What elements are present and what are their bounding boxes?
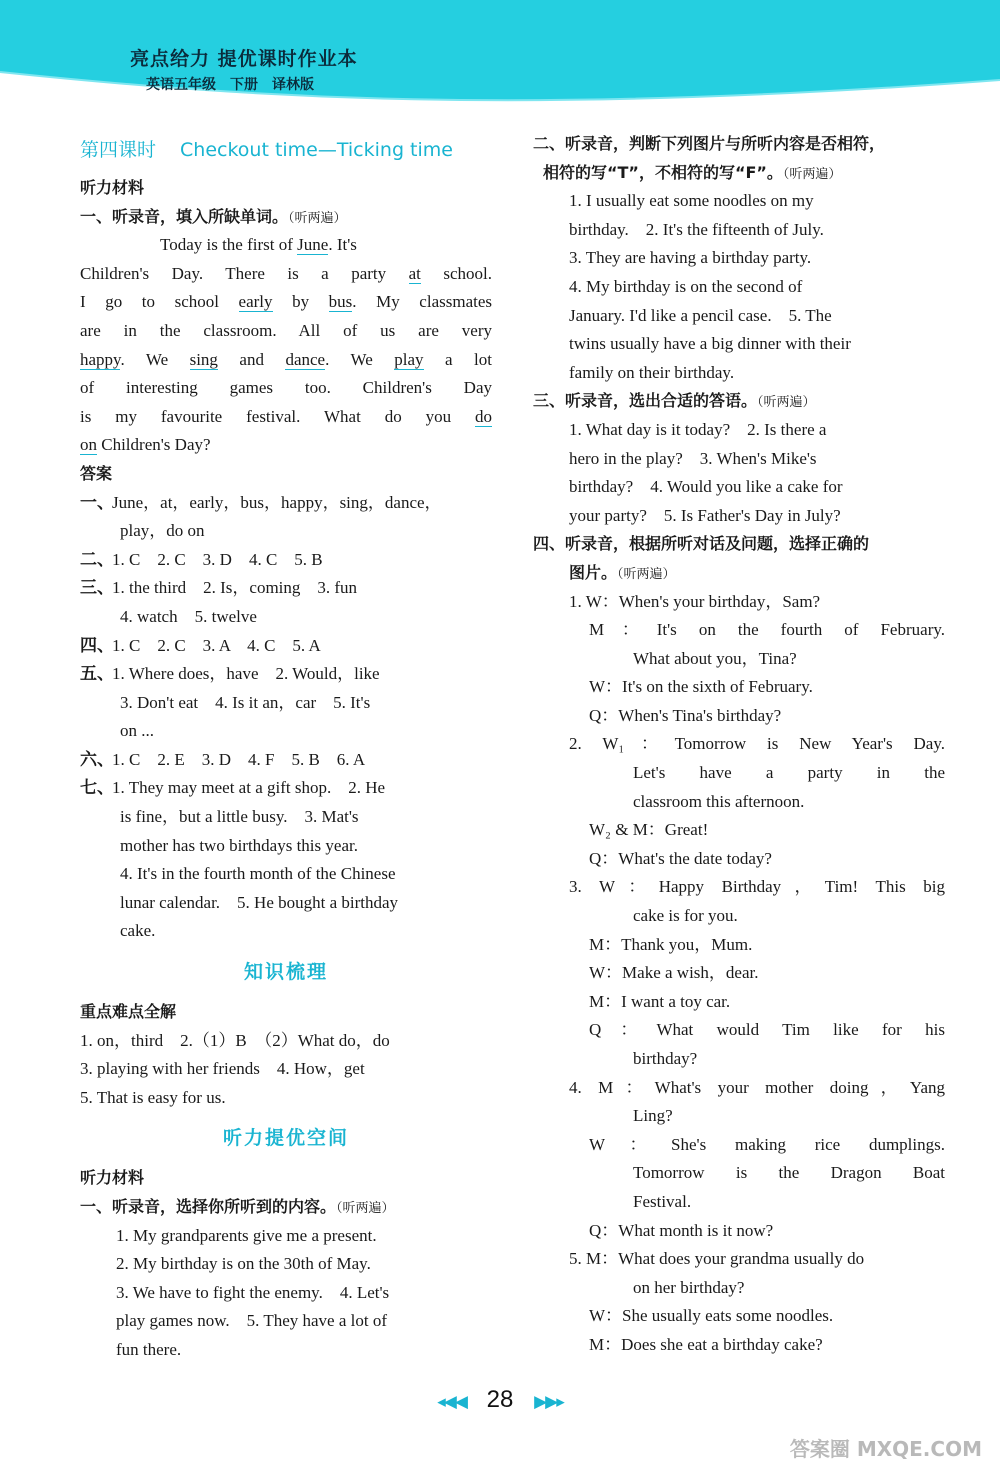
answer-text: 1. C 2. C 3. A 4. C 5. A — [112, 635, 321, 655]
answer-line — [80, 774, 492, 803]
answer-number: 六、 — [80, 749, 114, 770]
passage-line — [80, 431, 492, 460]
key-point-line: 5. That is easy for us. — [80, 1087, 226, 1107]
listening-line: 3. We have to fight the enemy. 4. Let's — [116, 1282, 390, 1302]
dialogue-line: birthday? — [633, 1049, 698, 1068]
passage-text: school. — [420, 263, 492, 283]
book-title: 亮点给力 提优课时作业本 — [130, 48, 358, 70]
left-column — [80, 130, 492, 1365]
answer-text: on ... — [120, 721, 154, 741]
listening-line: fun there. — [116, 1339, 182, 1359]
passage-line — [80, 374, 492, 403]
answer-line — [80, 660, 492, 689]
lesson-number: 第四课时 — [80, 139, 157, 161]
passage-line — [80, 346, 492, 375]
answer-text: 3. Don't eat 4. Is it an，car 5. It's — [120, 692, 371, 712]
passage-text: . My classmates — [352, 292, 492, 312]
filled-blank-word: play — [394, 349, 424, 369]
page-number: 28 — [486, 1386, 514, 1413]
answer-number: 一、 — [80, 492, 114, 513]
question-3-heading: 三、听录音，选出合适的答语。（听两遍） — [533, 391, 816, 411]
dialogue-line: 2. W₁：Tomorrow is New Year's Day. — [569, 734, 945, 754]
dialogue-line: Q：When's Tina's birthday? — [589, 705, 782, 725]
filled-blank-word: do — [475, 406, 492, 426]
filled-blank-word: sing — [189, 349, 218, 369]
answer-label: 答案 — [80, 463, 113, 483]
answer-line — [80, 917, 492, 946]
answer-list — [80, 489, 492, 947]
section-knowledge-heading: 知识梳理 — [243, 961, 328, 984]
answer-text: 1. C 2. E 3. D 4. F 5. B 6. A — [112, 749, 366, 769]
passage-text: by — [272, 292, 329, 312]
filled-blank-word: happy — [80, 349, 121, 369]
answer-text: play，do on — [120, 521, 205, 541]
answer-text: lunar calendar. 5. He bought a birthday — [120, 892, 399, 912]
dialogue-line: Q：What would Tim like for his — [589, 1020, 945, 1040]
answer-line — [80, 603, 492, 632]
question-4-heading-line-1: 四、听录音，根据所听对话及问题，选择正确的 — [533, 534, 870, 554]
passage-line — [80, 260, 492, 289]
answer-text: 4. It's in the fourth month of the Chinese — [120, 864, 396, 884]
dialogue-line: Q：What's the date today? — [589, 848, 772, 868]
dialogue-line: What about you，Tina? — [633, 648, 797, 668]
question-2-line: birthday. 2. It's the fifteenth of July. — [569, 219, 824, 239]
answer-number: 七、 — [80, 778, 114, 799]
filled-blank-word: bus — [328, 292, 353, 312]
answer-line — [80, 860, 492, 889]
dialogue-line: Ling? — [633, 1106, 673, 1126]
key-point-line: 3. playing with her friends 4. How，get — [80, 1059, 365, 1079]
section-listening-heading: 听力提优空间 — [222, 1127, 349, 1150]
passage-line — [80, 403, 492, 432]
dialogue-line: 3. W：Happy Birthday，Tim! This big — [569, 877, 945, 897]
answer-text: 1. C 2. C 3. D 4. C 5. B — [112, 549, 323, 569]
answer-line — [80, 574, 492, 603]
book-subtitle: 英语五年级 下册 译林版 — [146, 77, 314, 93]
passage-text: Children's Day. There is a party — [80, 263, 409, 283]
question-2-line: January. I'd like a pencil case. 5. The — [569, 305, 832, 325]
passage-text: Today is the first of — [160, 235, 298, 255]
listening-line: play games now. 5. They have a lot of — [116, 1311, 387, 1331]
answer-text: 1. They may meet at a gift shop. 2. He — [112, 778, 386, 798]
answer-line — [80, 546, 492, 575]
question-3-body — [533, 416, 945, 530]
key-point-line: 1. on，third 2.（1）B （2）What do，do — [80, 1030, 390, 1050]
question-4-heading-line-2: 图片。（听两遍） — [569, 562, 676, 582]
dialogue-line: M：I want a toy car. — [589, 991, 731, 1011]
passage-text: . We — [325, 349, 395, 369]
dialogue-line: M：Does she eat a birthday cake? — [589, 1334, 823, 1354]
question-3-line: 1. What day is it today? 2. Is there a — [569, 419, 827, 439]
dialogue-line: 4. M：What's your mother doing，Yang — [569, 1077, 945, 1097]
page-footer — [0, 1386, 1000, 1414]
passage-text: . We — [120, 349, 190, 369]
passage-text: Children's Day? — [97, 435, 211, 455]
answer-text: is fine，but a little busy. 3. Mat's — [120, 807, 359, 827]
answer-number: 三、 — [80, 578, 114, 599]
question-2-line: 3. They are having a birthday party. — [569, 248, 812, 268]
dialogue-line: Festival. — [633, 1191, 692, 1211]
passage-line — [80, 288, 492, 317]
question-2-heading-line-2: 相符的写“T”，不相符的写“F”。（听两遍） — [543, 162, 842, 182]
dialogue-line: Q：What month is it now? — [589, 1220, 774, 1240]
dialogue-line: M：Thank you，Mum. — [589, 934, 753, 954]
answer-line — [80, 517, 492, 546]
question-4-dialogues — [533, 588, 945, 1360]
page-header — [0, 0, 1000, 110]
dialogue-line: Let's have a party in the — [633, 763, 945, 783]
watermark-logo: 答案圈 MXQE.COM — [789, 1437, 982, 1461]
listening-material-label-2: 听力材料 — [80, 1168, 145, 1188]
answer-line — [80, 717, 492, 746]
answer-text: mother has two birthdays this year. — [120, 835, 358, 855]
answer-line — [80, 689, 492, 718]
question-3-line: birthday? 4. Would you like a cake for — [569, 477, 843, 497]
filled-blank-word: at — [408, 263, 421, 283]
dialogue-line: cake is for you. — [633, 906, 738, 926]
lesson-topic: Checkout time—Ticking time — [180, 139, 453, 161]
dialogue-line: classroom this afternoon. — [633, 791, 805, 811]
passage-text: are in the classroom. All of us are very — [80, 320, 492, 340]
question-2-line: twins usually have a big dinner with their — [569, 334, 851, 354]
dialogue-line: W：She usually eats some noodles. — [589, 1306, 834, 1326]
question-2-line: 1. I usually eat some noodles on my — [569, 191, 814, 211]
dialogue-line: M：It's on the fourth of February. — [589, 620, 945, 640]
question-2-line: family on their birthday. — [569, 362, 735, 382]
passage-line — [80, 231, 492, 260]
passage-text: is my favourite festival. What do you — [80, 406, 475, 426]
answer-text: 4. watch 5. twelve — [120, 606, 257, 626]
filled-blank-word: June — [297, 235, 329, 255]
listening-line: 1. My grandparents give me a present. — [116, 1225, 377, 1245]
question-2-body — [533, 187, 945, 387]
next-arrows-icon: ▶▶▸ — [534, 1392, 563, 1411]
answer-line — [80, 489, 492, 518]
question-2-heading-line-1: 二、听录音，判断下列图片与所听内容是否相符， — [533, 134, 886, 153]
passage-text: and — [217, 349, 286, 369]
filled-blank-word: dance — [285, 349, 326, 369]
dialogue-line: W₂ & M：Great! — [589, 820, 709, 840]
answer-text: 1. Where does，have 2. Would，like — [112, 664, 380, 684]
dialogue-line: 1. W：When's your birthday，Sam? — [569, 591, 821, 611]
passage-text: a lot — [423, 349, 492, 369]
dialogue-line: W：It's on the sixth of February. — [589, 677, 813, 697]
passage-text: I go to school — [80, 292, 239, 312]
prev-arrows-icon: ◂◀◀ — [437, 1392, 466, 1411]
listening-passage — [80, 231, 492, 460]
dialogue-line: W：She's making rice dumplings. — [589, 1134, 945, 1154]
question-3-line: your party? 5. Is Father's Day in July? — [569, 505, 841, 525]
answer-line — [80, 889, 492, 918]
key-points-list — [80, 1027, 492, 1113]
right-column — [533, 130, 945, 1360]
passage-text: of interesting games too. Children's Day — [80, 378, 492, 398]
dialogue-line: Tomorrow is the Dragon Boat — [633, 1163, 945, 1183]
listening-material-label: 听力材料 — [80, 178, 145, 197]
listening-question-1-body — [80, 1222, 492, 1365]
answer-line — [80, 832, 492, 861]
listening-line: 2. My birthday is on the 30th of May. — [116, 1254, 371, 1274]
dialogue-line: 5. M：What does your grandma usually do — [569, 1249, 865, 1269]
answer-text: cake. — [120, 921, 156, 941]
answer-line — [80, 746, 492, 775]
filled-blank-word: early — [238, 292, 273, 312]
answer-text: 1. the third 2. Is，coming 3. fun — [112, 578, 358, 598]
answer-line — [80, 632, 492, 661]
lesson-title — [80, 130, 492, 170]
answer-number: 二、 — [80, 549, 114, 570]
dialogue-line: on her birthday? — [633, 1277, 745, 1297]
passage-line — [80, 317, 492, 346]
dialogue-line: W：Make a wish，dear. — [589, 963, 759, 983]
answer-number: 四、 — [80, 635, 114, 656]
question-1-heading: 一、听录音，填入所缺单词。（听两遍） — [80, 206, 347, 226]
answer-text: June，at，early，bus，happy，sing，dance， — [112, 492, 442, 512]
passage-text: . It's — [328, 235, 357, 255]
answer-line — [80, 803, 492, 832]
filled-blank-word: on — [80, 435, 97, 455]
answer-number: 五、 — [80, 664, 114, 685]
key-points-label: 重点难点全解 — [80, 1002, 177, 1022]
listening-question-1-heading: 一、听录音，选择你所听到的内容。（听两遍） — [80, 1197, 395, 1216]
question-3-line: hero in the play? 3. When's Mike's — [569, 448, 817, 468]
question-2-line: 4. My birthday is on the second of — [569, 276, 803, 296]
